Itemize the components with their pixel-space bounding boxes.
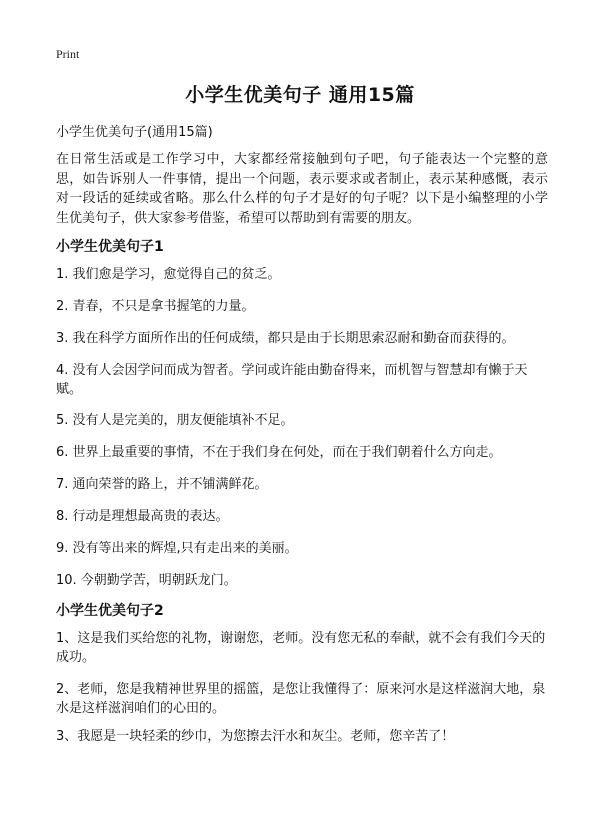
list-item: 10. 今朝勤学苦，明朝跃龙门。 [56,573,237,588]
section-heading-1: 小学生优美句子1 [56,239,164,255]
list-item: 3、我愿是一块轻柔的纱巾，为您擦去汗水和灰尘。老师，您辛苦了！ [56,729,455,744]
list-item: 5. 没有人是完美的，朋友便能填补不足。 [56,413,294,428]
print-label: Print [56,47,80,61]
list-item: 1、这是我们买给您的礼物，谢谢您，老师。没有您无私的奉献，就不会有我们今天的成功。 [56,631,546,665]
document-subtitle: 小学生优美句子(通用15篇) [56,125,213,140]
intro-paragraph: 在日常生活或是工作学习中，大家都经常接触到句子吧，句子能表达一个完整的意思，如告诉别人一件事情，提出一个问题，表示要求或者制止，表示某种感慨，表示对一段话的延续或省略。那么什么样的句子才是好的句子呢？以下是小编整理的小学生优美句子，供大家参考借鉴，希望可以帮助到有需要的朋友。 [56,152,548,226]
list-item: 9. 没有等出来的辉煌,只有走出来的美丽。 [56,541,298,556]
list-item: 2. 青春，不只是拿书握笔的力量。 [56,299,255,314]
section-heading-2: 小学生优美句子2 [56,603,164,619]
document-title: 小学生优美句子 通用15篇 [185,84,415,106]
list-item: 1. 我们愈是学习，愈觉得自己的贫乏。 [56,267,281,282]
list-item: 8. 行动是理想最高贵的表达。 [56,509,229,524]
list-item: 3. 我在科学方面所作出的任何成绩，都只是由于长期思索忍耐和勤奋而获得的。 [56,331,515,346]
list-item: 7. 通向荣誉的路上，并不铺满鲜花。 [56,477,268,492]
list-item: 6. 世界上最重要的事情，不在于我们身在何处，而在于我们朝着什么方向走。 [56,445,502,460]
list-item: 4. 没有人会因学问而成为智者。学问或许能由勤奋得来，而机智与智慧却有懒于天赋。 [56,363,528,397]
list-item: 2、老师，您是我精神世界里的摇篮，是您让我懂得了：原来河水是这样滋润大地，泉水是这样滋润咱们的心田的。 [56,682,546,716]
